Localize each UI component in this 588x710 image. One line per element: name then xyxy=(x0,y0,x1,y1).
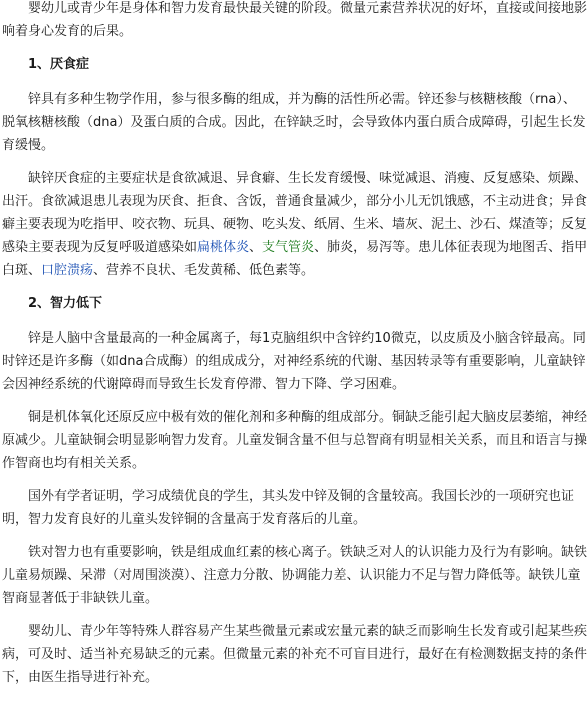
supplement-paragraph: 婴幼儿、青少年等特殊人群容易产生某些微量元素或宏量元素的缺乏而影响生长发育或引起某些疾病，可及时、适当补充易缺乏的元素。但微量元素的补充不可盲目进行，最好在有检测数据支持的条件下，由医生指导进行补充。 xyxy=(2,624,588,685)
section-heading-anorexia: 1、厌食症 xyxy=(28,57,90,72)
symptoms-text-b: 、肺炎，易泻等。患儿体征表现为地图舌、指甲白斑、 xyxy=(2,240,588,278)
tonsillitis-link[interactable]: 扁桃体炎 xyxy=(197,240,250,255)
symptoms-text-c: 、营养不良状、毛发黄稀、低色素等。 xyxy=(93,263,315,278)
section-heading-intellectual: 2、智力低下 xyxy=(28,296,103,311)
research-paragraph: 国外有学者证明，学习成绩优良的学生，其头发中锌及铜的含量较高。我国长沙的一项研究也证明，智力发育良好的儿童头发锌铜的含量高于发育落后的儿童。 xyxy=(2,489,575,527)
oral-ulcer-link[interactable]: 口腔溃疡 xyxy=(41,263,94,278)
bronchitis-link[interactable]: 支气管炎 xyxy=(262,240,315,255)
intro-paragraph: 婴幼儿或青少年是身体和智力发育最快最关键的阶段。微量元素营养状况的好坏，直接或间接地影响着身心发育的后果。 xyxy=(2,1,588,39)
symptoms-text-a: 缺锌厌食症的主要症状是食欲减退、异食癖、生长发育缓慢、味觉减退、消瘦、反复感染、烦躁、出汗。食欲减退患儿表现为厌食、拒食、含饭，普通食量减少，部分小儿无饥饿感，不主动进食；异食癖主要表现为吃指甲、咬衣物、玩具、硬物、吃头发、纸屑、生米、墙灰、泥土、沙石、煤渣等；反复感染主要表现为反复呼吸道感染如 xyxy=(2,171,588,255)
zinc-brain-paragraph: 锌是人脑中含量最高的一种金属离子，每1克脑组织中含锌约10微克，以皮质及小脑含锌最高。同时锌还是许多酶（如dna合成酶）的组成成分，对神经系统的代谢、基因转录等有重要影响，儿童缺锌会因神经系统的代谢障碍而导致生长发育停滞、智力下降、学习困难。 xyxy=(2,331,586,392)
anorexia-symptoms-paragraph xyxy=(2,167,588,282)
separator-text: 、 xyxy=(249,240,263,255)
zinc-function-paragraph: 锌具有多种生物学作用，参与很多酶的组成，并为酶的活性所必需。锌还参与核糖核酸（rna）、脱氧核糖核酸（dna）及蛋白质的合成。因此，在锌缺乏时，会导致体内蛋白质合成障碍，引起生长发育缓慢。 xyxy=(2,92,586,153)
iron-paragraph: 铁对智力也有重要影响，铁是组成血红素的核心离子。铁缺乏对人的认识能力及行为有影响。缺铁儿童易烦躁、呆滞（对周围淡漠）、注意力分散、协调能力差、认识能力不足与智力降低等。缺铁儿童智商显著低于非缺铁儿童。 xyxy=(2,545,588,606)
copper-paragraph: 铜是机体氧化还原反应中极有效的催化剂和多种酶的组成部分。铜缺乏能引起大脑皮层萎缩，神经原减少。儿童缺铜会明显影响智力发育。儿童发铜含量不但与总智商有明显相关关系，而且和语言与操作智商也均有相关关系。 xyxy=(2,410,588,471)
